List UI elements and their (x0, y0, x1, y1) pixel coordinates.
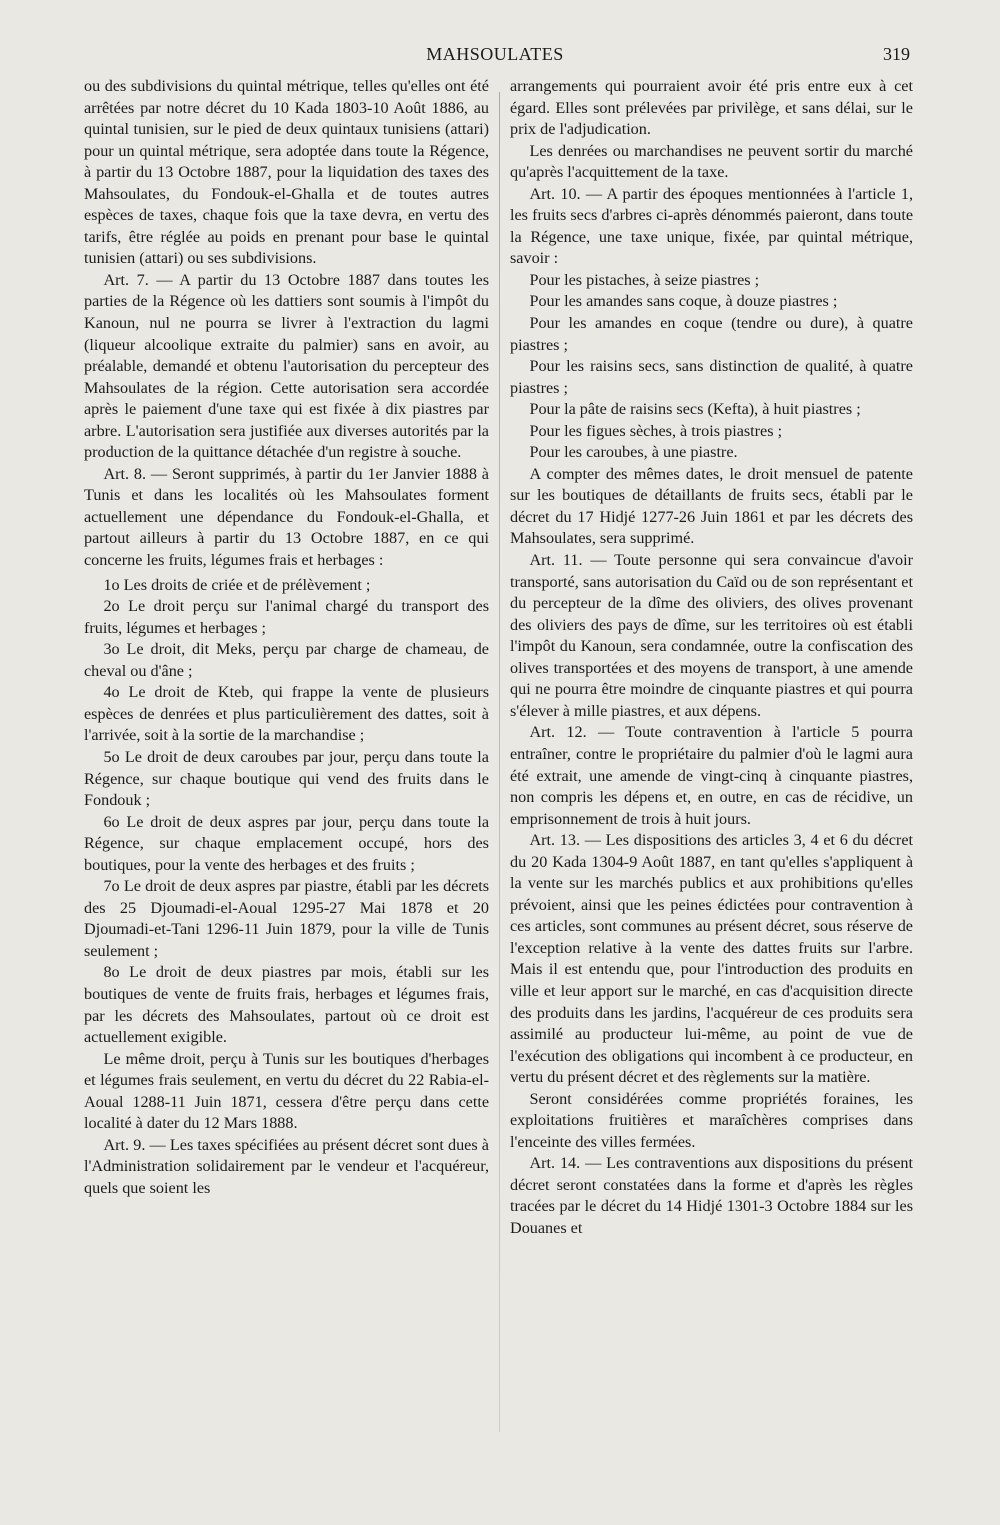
list-item: 2o Le droit perçu sur l'animal chargé du transport des fruits, légumes et herbages ; (84, 597, 489, 637)
list-item: Pour les caroubes, à une piastre. (529, 443, 738, 462)
article-7: Art. 7. — A partir du 13 Octobre 1887 dans toutes les parties de la Régence où les dattiers sont soumis à l'impôt du Kanoun, nul ne pourra se livrer à l'extraction du lagmi (liqueur alcoolique extraite du palmier) sans en avoir, au préalable, demandé et obtenu l'autorisation du percepteur des Mahsoulates de la région. Cette autorisation sera accordée après le paiement d'une taxe qui est fixée à dix piastres par arbre. L'autorisation sera justifiée aux diverses autorités par la production de la quittance détachée d'un registre à souche. (84, 270, 489, 462)
list-item: 6o Le droit de deux aspres par jour, perçu dans toute la Régence, sur chaque emplacement occupé, hors des boutiques, pour la vente des herbages et des fruits ; (84, 812, 489, 874)
list-item: Pour la pâte de raisins secs (Kefta), à huit piastres ; (529, 400, 861, 419)
article-8: Art. 8. — Seront supprimés, à partir du 1er Janvier 1888 à Tunis et dans les localités où les Mahsoulates forment actuellement une dépendance du Fondouk-el-Ghalla, et partout ailleurs à partir du 13 Octobre 1887, en ce qui concerne les fruits, légumes frais et herbages : (84, 464, 489, 570)
running-title: MAHSOULATES (426, 44, 564, 64)
paragraph: ou des subdivisions du quintal métrique, telles qu'elles ont été arrêtées par notre décret du 10 Kada 1803-10 Août 1886, au quintal tunisien, sur le pied de deux quintaux tunisiens (attari) pour un quintal métrique, sera adoptée dans toute la Régence, à partir du 13 Octobre 1887, pour la liquidation des taxes des Mahsoulates, du Fondouk-el-Ghalla et de toutes autres espèces de taxes, chaque fois que la taxe devra, en vertu des tarifs, être réglée au poids en prenant pour base le quintal tunisien (attari) ou ses subdivisions. (84, 77, 489, 268)
list-item: 7o Le droit de deux aspres par piastre, établi par les décrets des 25 Djoumadi-el-Aoual 1295-27 Mai 1878 et 20 Djoumadi-et-Tani 1296-11 Juin 1879, pour la ville de Tunis seulement ; (84, 877, 489, 960)
list-item: 5o Le droit de deux caroubes par jour, perçu dans toute la Régence, sur chaque boutique qui vend des fruits dans le Fondouk ; (84, 747, 489, 810)
article-10: Art. 10. — A partir des époques mentionnées à l'article 1, les fruits secs d'arbres ci-après dénommés paieront, dans toute la Régence, une taxe unique, fixée, par quintal métrique, savoir : (510, 184, 913, 268)
paragraph: arrangements qui pourraient avoir été pris entre eux à cet égard. Elles sont prélevées par privilège, et sans délai, sur le prix de l'adjudication. (510, 77, 913, 139)
list-item: Pour les amandes en coque (tendre ou dure), à quatre piastres ; (510, 314, 913, 354)
list-item: Pour les raisins secs, sans distinction de qualité, à quatre piastres ; (510, 357, 913, 397)
list-item: 4o Le droit de Kteb, qui frappe la vente de plusieurs espèces de denrées et plus particulièrement des dattes, soit à l'arrivée, soit à la sortie de la marchandise ; (84, 683, 489, 745)
list-item: 1o Les droits de criée et de prélèvement ; (103, 575, 371, 594)
paragraph: Seront considérées comme propriétés foraines, les exploitations fruitières et maraîchères comprises dans l'enceinte des villes fermées. (510, 1089, 913, 1151)
list-item: Pour les pistaches, à seize piastres ; (529, 270, 760, 289)
article-12: Art. 12. — Toute contravention à l'article 5 pourra entraîner, contre le propriétaire du palmier d'où le lagmi aura été extrait, une amende de vingt-cinq à cinquante piastres, non compris les dépens et, en outre, en cas de récidive, un emprisonnement de trois à huit jours. (510, 723, 913, 828)
list-item: Pour les amandes sans coque, à douze piastres ; (529, 292, 838, 311)
article-11: Art. 11. — Toute personne qui sera convaincue d'avoir transporté, sans autorisation du Caïd ou de son représentant et du percepteur de la dîme des oliviers, des olives provenant des oliviers des pays de dîme, sur les territoires où est établi l'impôt du Kanoun, sera condamnée, outre la confiscation des olives transportées et des moyens de transport, à une amende qui ne pourra être moindre de cinquante piastres et qui pourra s'élever à mille piastres, et aux dépens. (510, 551, 913, 720)
list-item: 8o Le droit de deux piastres par mois, établi sur les boutiques de vente de fruits frais, herbages et légumes frais, par les décrets des Mahsoulates, partout où ce droit est actuellement exigible. (84, 963, 489, 1047)
article-14: Art. 14. — Les contraventions aux dispositions du présent décret seront constatées dans la forme et d'après les règles tracées par le décret du 14 Hidjé 1301-3 Octobre 1884 sur les Douanes et (510, 1154, 913, 1237)
right-column (510, 76, 913, 1240)
left-column (84, 76, 489, 1199)
column-divider (499, 92, 500, 1432)
list-item: Pour les figues sèches, à trois piastres ; (529, 421, 783, 440)
article-13: Art. 13. — Les dispositions des articles 3, 4 et 6 du décret du 20 Kada 1304-9 Août 1887, en tant qu'elles s'appliquent à la vente sur les marchés publics et aux prohibitions qu'elles prévoient, ainsi que les peines édictées pour contravention à ces articles, sont communes au présent décret, sous réserve de l'exception relative à la vente des dattes fruits sur l'arbre. Mais il est entendu que, pour l'introduction des produits en ville et leur apport sur le marché, en cas d'acquisition directe des produits dans les jardins, l'acquéreur de ces produits sera assimilé au producteur lui-même, au point de vue de l'exécution des obligations qui incombent à ce producteur, en vertu du présent décret et des règlements sur la matière. (510, 831, 913, 1087)
article-9: Art. 9. — Les taxes spécifiées au présent décret sont dues à l'Administration solidairement par le vendeur et l'acquéreur, quels que soient les (84, 1135, 489, 1197)
page-number: 319 (883, 44, 910, 64)
paragraph: Le même droit, perçu à Tunis sur les boutiques d'herbages et légumes frais seulement, en vertu du décret du 22 Rabia-el-Aoual 1288-11 Juin 1871, cessera d'être perçu dans cette localité à dater du 12 Mars 1888. (84, 1049, 489, 1133)
list-item: 3o Le droit, dit Meks, perçu par charge de chameau, de cheval ou d'âne ; (84, 640, 489, 680)
page-header (80, 44, 910, 74)
paragraph: Les denrées ou marchandises ne peuvent sortir du marché qu'après l'acquittement de la taxe. (510, 141, 913, 182)
paragraph: A compter des mêmes dates, le droit mensuel de patente sur les boutiques de détaillants de fruits secs, établi par le décret du 17 Hidjé 1277-26 Juin 1861 et par les décrets des Mahsoulates, sera supprimé. (510, 464, 913, 548)
